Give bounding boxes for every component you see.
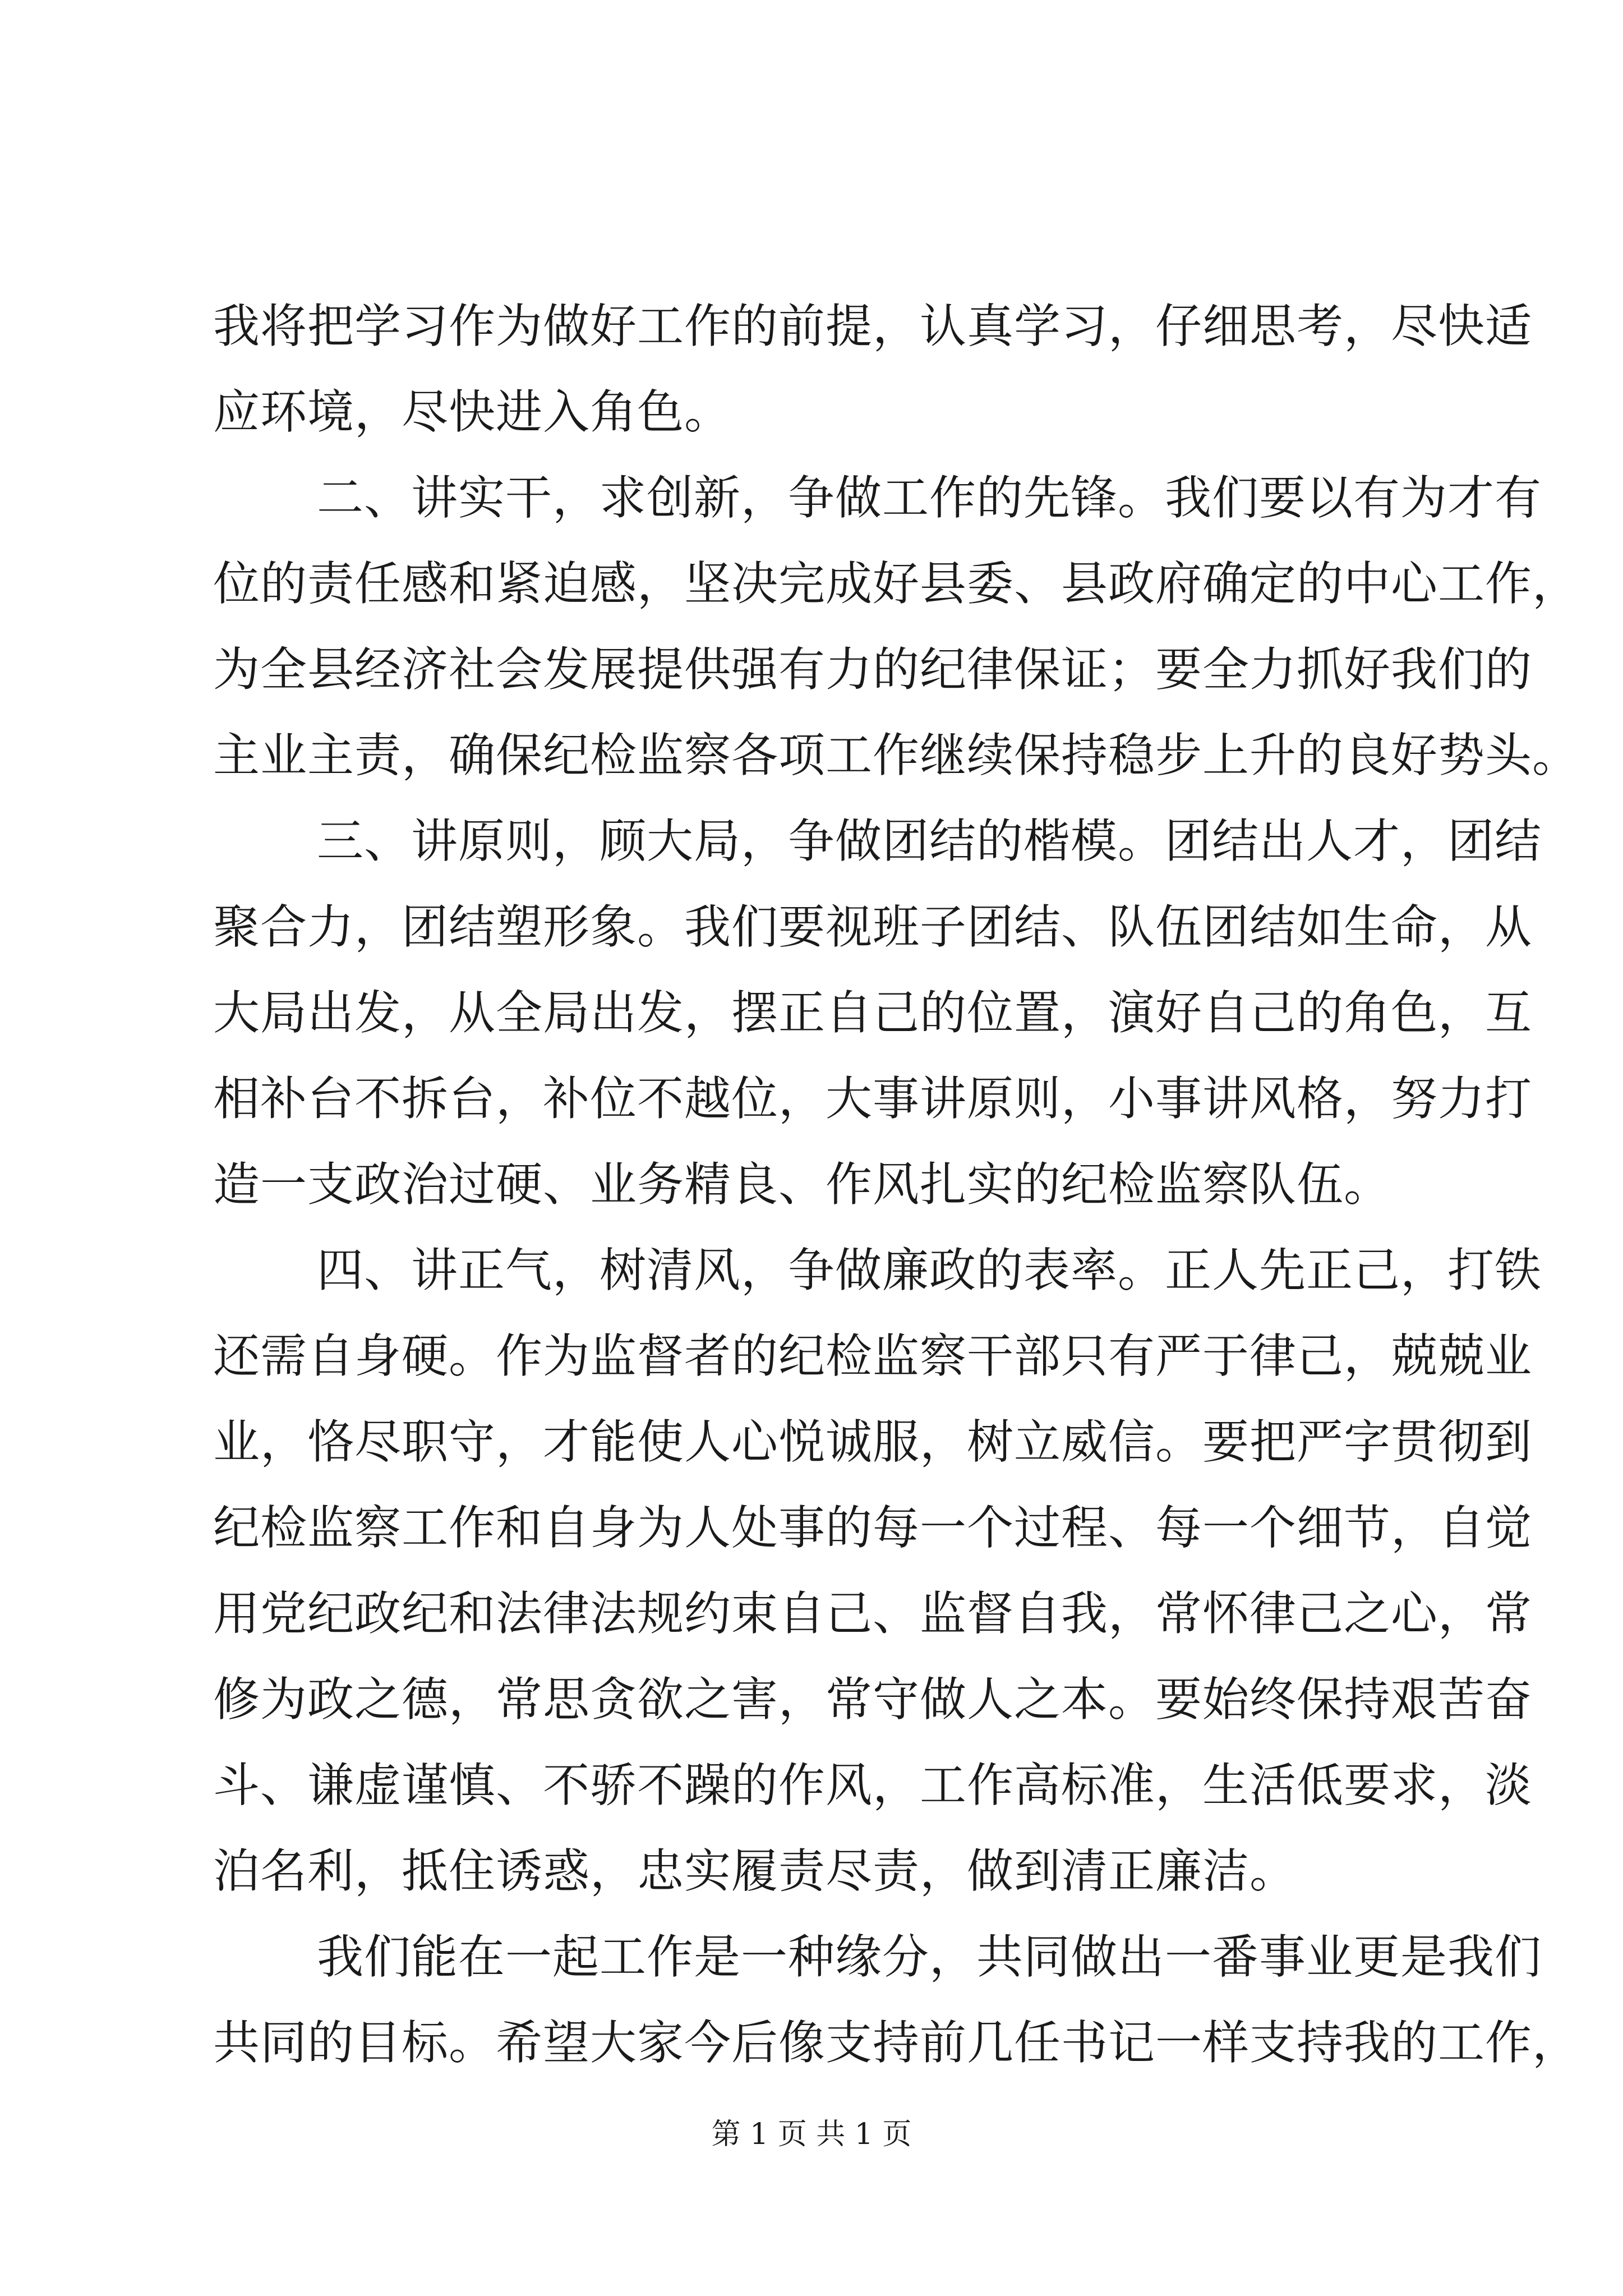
text-line: 斗、谦虚谨慎、不骄不躁的作风，工作高标准，生活低要求，淡 (213, 1758, 1532, 1812)
paragraph-start-line: 我们能在一起工作是一种缘分，共同做出一番事业更是我们 (317, 1930, 1542, 1984)
text-line: 还需自身硬。作为监督者的纪检监察干部只有严于律己，兢兢业 (213, 1329, 1532, 1383)
text-line: 大局出发，从全局出发，摆正自己的位置，演好自己的角色，互 (213, 986, 1532, 1040)
text-line: 造一支政治过硬、业务精良、作风扎实的纪检监察队伍。 (213, 1157, 1391, 1212)
text-line: 共同的目标。希望大家今后像支持前几任书记一样支持我的工作， (213, 2016, 1579, 2070)
text-line: 聚合力，团结塑形象。我们要视班子团结、队伍团结如生命，从 (213, 900, 1532, 954)
paragraph-start-line: 四、讲正气，树清风，争做廉政的表率。正人先正己，打铁 (317, 1243, 1542, 1297)
document-body (213, 283, 1579, 2086)
page-number-footer: 第 1 页 共 1 页 (711, 2118, 912, 2151)
text-line: 泊名利，抵住诱惑，忠实履责尽责，做到清正廉洁。 (213, 1844, 1297, 1898)
text-line: 应环境，尽快进入角色。 (213, 385, 731, 439)
paragraph-start-line: 二、讲实干，求创新，争做工作的先锋。我们要以有为才有 (317, 471, 1542, 525)
text-line: 修为政之德，常思贪欲之害，常守做人之本。要始终保持艰苦奋 (213, 1672, 1532, 1727)
text-line: 主业主责，确保纪检监察各项工作继续保持稳步上升的良好势头。 (213, 728, 1579, 783)
text-line: 我将把学习作为做好工作的前提，认真学习，仔细思考，尽快适 (213, 299, 1532, 353)
text-line: 用党纪政纪和法律法规约束自己、监督自我，常怀律己之心，常 (213, 1586, 1532, 1641)
text-line: 为全县经济社会发展提供强有力的纪律保证；要全力抓好我们的 (213, 642, 1532, 697)
text-line: 纪检监察工作和自身为人处事的每一个过程、每一个细节，自觉 (213, 1501, 1532, 1555)
paragraph-start-line: 三、讲原则，顾大局，争做团结的楷模。团结出人才，团结 (317, 814, 1542, 868)
text-line: 相补台不拆台，补位不越位，大事讲原则，小事讲风格，努力打 (213, 1071, 1532, 1126)
text-line: 业，恪尽职守，才能使人心悦诚服，树立威信。要把严字贯彻到 (213, 1415, 1532, 1469)
text-line: 位的责任感和紧迫感，坚决完成好县委、县政府确定的中心工作， (213, 556, 1579, 611)
